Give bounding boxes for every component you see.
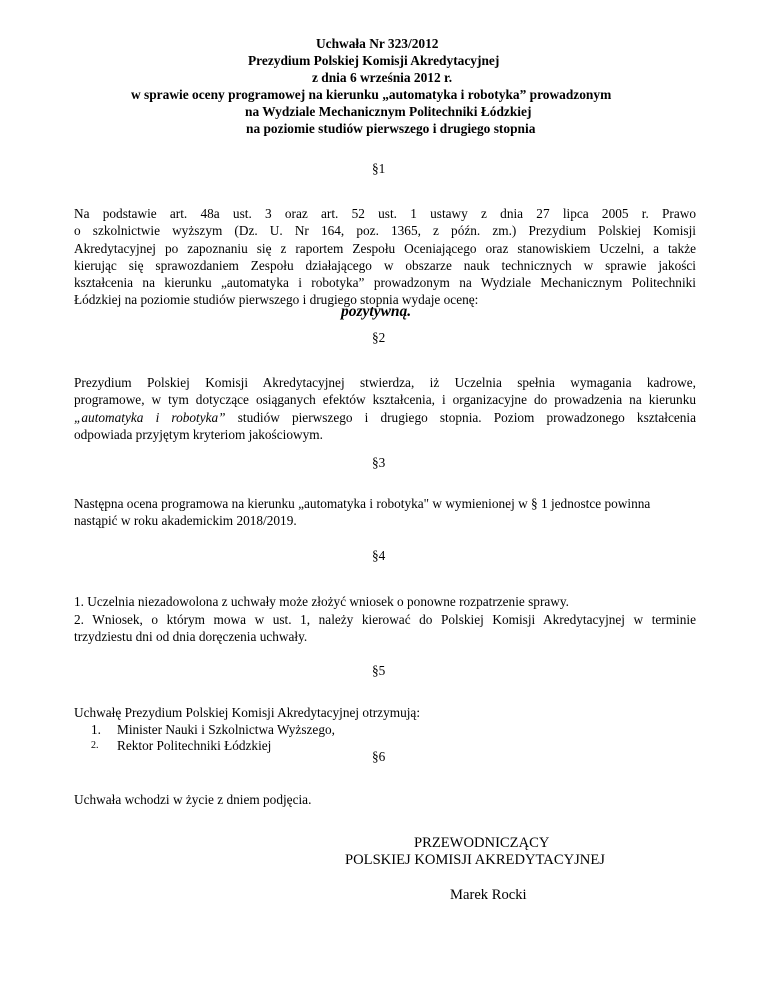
effective-clause: Uchwała wchodzi w życie z dniem podjęcia. <box>74 792 312 807</box>
section-3-mark: §3 <box>372 455 386 470</box>
signatory-role: PRZEWODNICZĄCY <box>414 835 550 851</box>
section-1-line: Na podstawie art. 48a ust. 3 oraz art. 52 ust. 1 ustawy z dnia 27 lipca 2005 r. Prawo <box>74 206 696 221</box>
section-1-line: kierując się sprawozdaniem Zespołu działającego w obszarze nauk technicznych w sprawie jakości <box>74 257 696 273</box>
section-1-mark: §1 <box>372 161 386 176</box>
verdict: pozytywną. <box>341 303 412 320</box>
section-2-line-rest: studiów pierwszego i drugiego stopnia. Poziom prowadzonego kształcenia <box>225 409 696 425</box>
section-4-item-2 <box>74 611 696 646</box>
resolution-faculty: na Wydziale Mechanicznym Politechniki Łódzkiej <box>245 104 532 119</box>
section-4-item-1: 1. Uczelnia niezadowolona z uchwały może złożyć wniosek o ponowne rozpatrzenie sprawy. <box>74 594 569 609</box>
section-2-line <box>74 409 696 426</box>
signatory-organization: POLSKIEJ KOMISJI AKREDYTACYJNEJ <box>345 852 605 868</box>
section-5-mark: §5 <box>372 663 386 678</box>
resolution-number: Uchwała Nr 323/2012 <box>316 36 439 51</box>
section-2-line: Prezydium Polskiej Komisji Akredytacyjnej stwierdza, iż Uczelnia spełnia wymagania kadrowe, <box>74 375 696 390</box>
section-4-line: 2. Wniosek, o którym mowa w ust. 1, należy kierować do Polskiej Komisji Akredytacyjnej w terminie <box>74 612 696 627</box>
resolution-level: na poziomie studiów pierwszego i drugiego stopnia <box>246 121 536 136</box>
section-1-paragraph <box>74 205 696 309</box>
section-1-line: Akredytacyjnej po zapoznaniu się z raportem Zespołu Oceniającego oraz stanowiskiem Uczelni, a także <box>74 240 696 256</box>
section-2-line: odpowiada przyjętym kryteriom jakościowym. <box>74 426 323 442</box>
section-2-paragraph <box>74 374 696 443</box>
section-1-line: o szkolnictwie wyższym (Dz. U. Nr 164, poz. 1365, z późn. zm.) Prezydium Polskiej Komisji <box>74 223 696 239</box>
resolution-issuer: Prezydium Polskiej Komisji Akredytacyjnej <box>248 53 500 68</box>
section-1-line: kształcenia na kierunku „automatyka i robotyka” prowadzonym na Wydziale Mechanicznym Politechniki <box>74 275 696 291</box>
resolution-date: z dnia 6 września 2012 r. <box>312 70 453 85</box>
signatory-name: Marek Rocki <box>450 887 527 903</box>
recipient-2-number: 2. <box>91 740 99 751</box>
field-of-study: „automatyka i robotyka” <box>74 409 226 425</box>
recipient-1-number: 1. <box>91 722 101 737</box>
section-1-line: Łódzkiej na poziomie studiów pierwszego i drugiego stopnia wydaje ocenę: <box>74 292 479 308</box>
section-3-line: nastąpić w roku akademickim 2018/2019. <box>74 513 297 528</box>
section-4-mark: §4 <box>372 548 386 563</box>
recipient-2: Rektor Politechniki Łódzkiej <box>117 738 272 753</box>
recipients-intro: Uchwałę Prezydium Polskiej Komisji Akredytacyjnej otrzymują: <box>74 705 421 720</box>
section-2-mark: §2 <box>372 330 386 345</box>
section-3-line: Następna ocena programowa na kierunku „automatyka i robotyka" w wymienionej w § 1 jednostce powinna <box>74 496 651 511</box>
recipient-1: Minister Nauki i Szkolnictwa Wyższego, <box>117 722 335 737</box>
section-6-mark: §6 <box>372 749 386 764</box>
resolution-subject: w sprawie oceny programowej na kierunku „automatyka i robotyka” prowadzonym <box>131 87 612 102</box>
section-2-line: programowe, w tym dotyczące osiąganych efektów kształcenia, i organizacyjne do prowadzenia na kierunku <box>74 392 696 408</box>
section-4-line: trzydziestu dni od dnia doręczenia uchwały. <box>74 629 308 645</box>
